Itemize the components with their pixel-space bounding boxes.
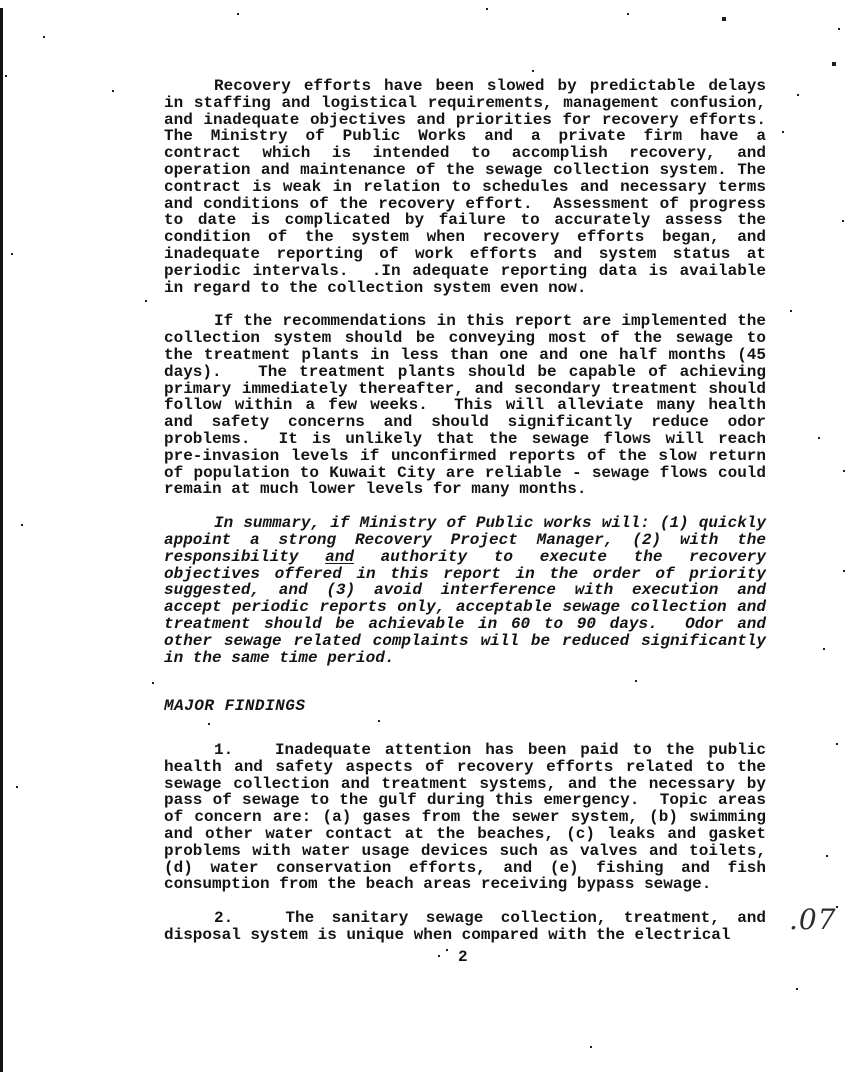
document-body: [164, 78, 766, 961]
page-stamp: .07: [789, 903, 837, 936]
paragraph-recovery-efforts: Recovery efforts have been slowed by predictable delays in staffing and logistical requirements, management confusion, and inadequate objectives and priorities for recovery efforts. The Ministry of Public Works and a private firm have a contract which is intended to accomplish recovery, and operation and maintenance of the sewage collection system. The contract is weak in relation to schedules and necessary terms and conditions of the recovery effort. Assessment of progress to date is complicated by failure to accurately assess the condition of the system when recovery efforts began, and inadequate reporting of work efforts and system status at periodic intervals. .In adequate reporting data is available in regard to the collection system even now.: [164, 77, 766, 297]
finding-item-1: 1. Inadequate attention has been paid to the public health and safety aspects of recovery efforts related to the sewage collection and treatment systems, and the necessary by pass of sewage to the gulf during this emergency. Topic areas of concern are: (a) gases from the sewer system, (b) swimming and other water contact at the beaches, (c) leaks and gasket problems with water usage devices such as valves and toilets, (d) water conservation efforts, and (e) fishing and fish consumption from the beach areas receiving bypass sewage.: [164, 741, 766, 894]
summary-text-post: authority to execute the recovery objectives offered in this report in the order of priority suggested, and (3) avoid interference with execution and accept periodic reports only, acceptable sewage collection and treatment should be achievable in 60 to 90 days. Odor and other sewage related complaints will be reduced significantly in the same time period.: [164, 547, 766, 667]
page-number: 2: [458, 948, 468, 966]
paragraph-summary: [164, 515, 766, 666]
paragraph-recommendations: If the recommendations in this report are implemented the collection system should be conveying most of the sewage to the treatment plants in less than one and one half months (45 days). The treatment plants should be capable of achieving primary immediately thereafter, and secondary treatment should follow within a few weeks. This will alleviate many health and safety concerns and should significantly reduce odor problems. It is unlikely that the sewage flows will reach pre-invasion levels if unconfirmed reports of the slow return of population to Kuwait City are reliable - sewage flows could remain at much lower levels for many months.: [164, 312, 766, 499]
scan-edge-line: [0, 8, 3, 1072]
finding-item-2: 2. The sanitary sewage collection, treatment, and disposal system is unique when compared with the electrical: [164, 909, 766, 945]
summary-text-pre: In summary, if Ministry of Public works will: (1) quickly appoint a strong Recovery Project Manager, (2) with the responsibility: [164, 514, 766, 566]
major-findings-heading: MAJOR FINDINGS: [164, 697, 306, 716]
scan-noise-specks: [0, 0, 2, 2]
summary-underlined-and: and: [325, 547, 354, 566]
